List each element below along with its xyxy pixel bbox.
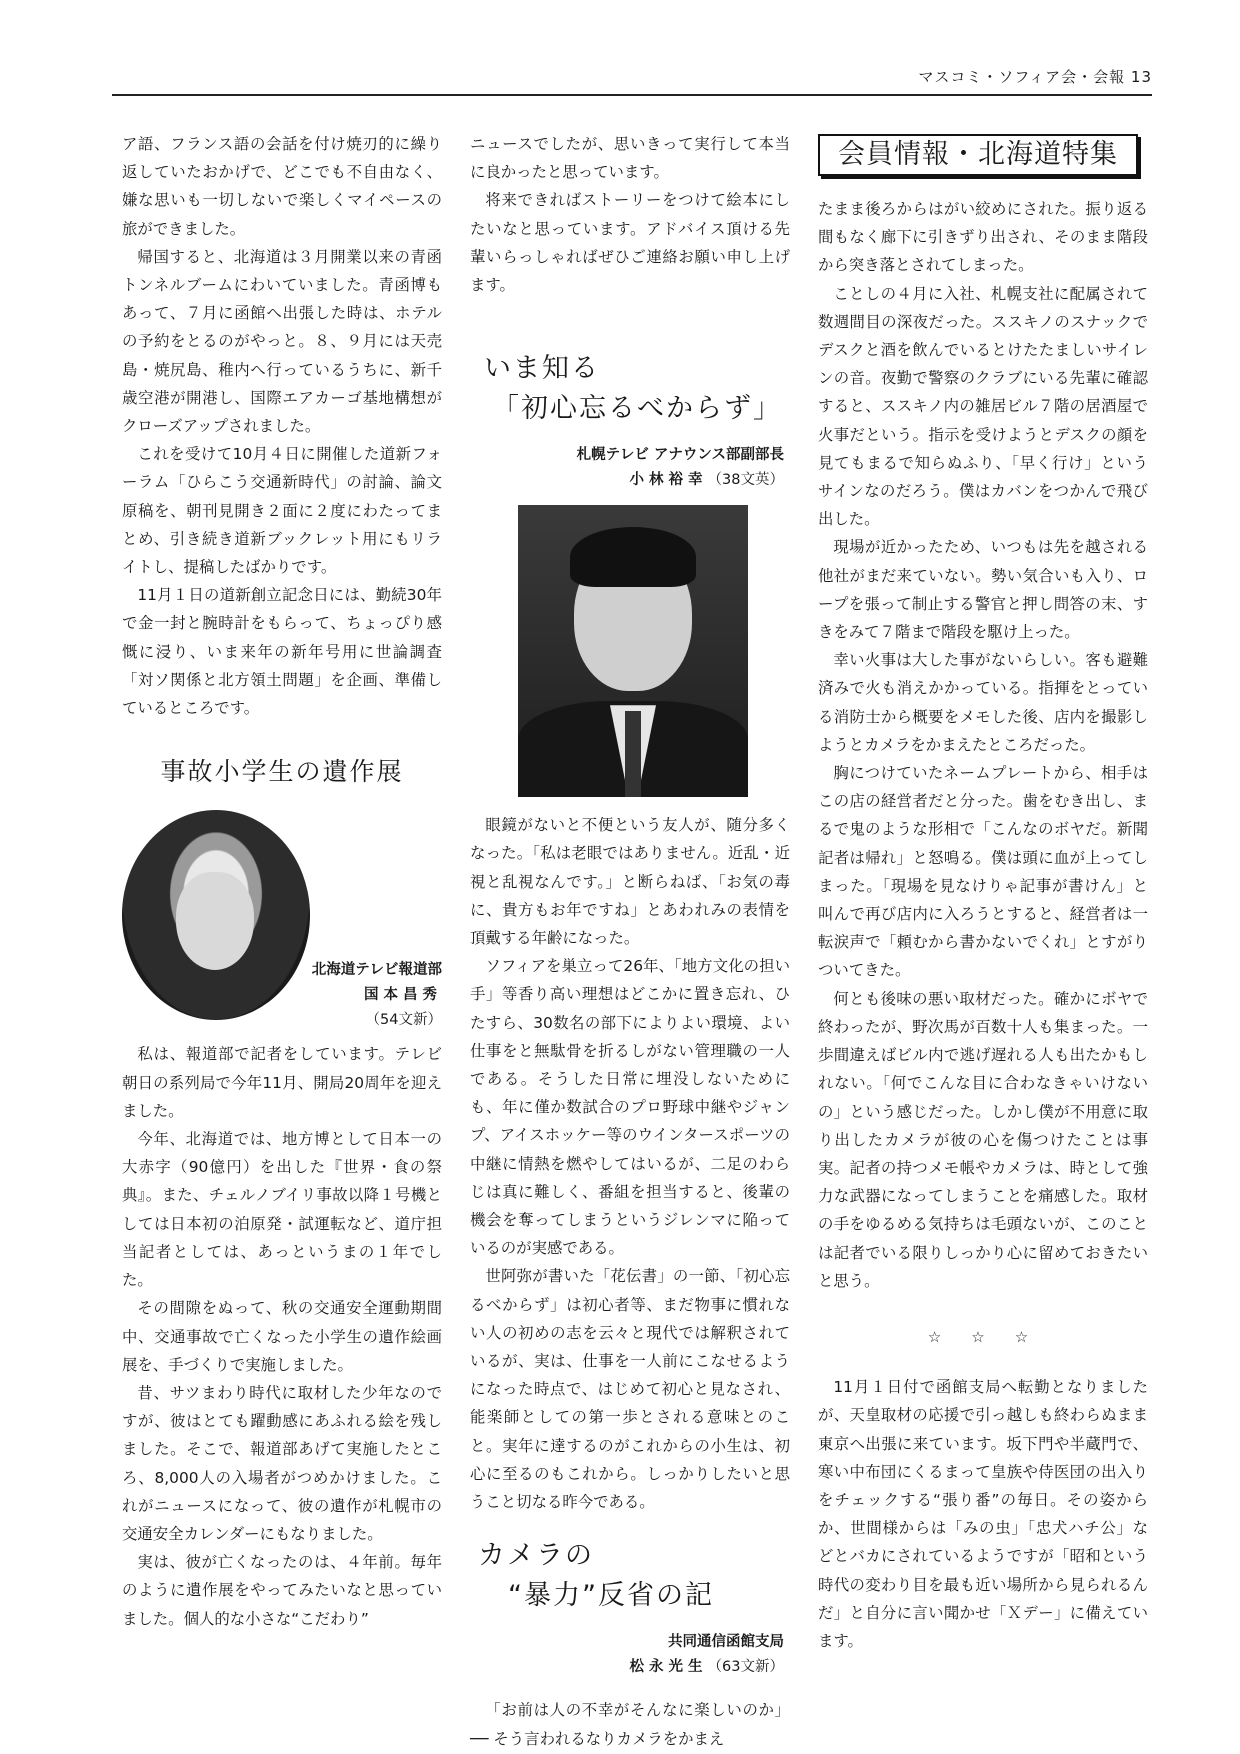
byline-org: 北海道テレビ報道部 — [311, 962, 442, 979]
paragraph: 11月１日の道新創立記念日には、勤続30年で金一封と腕時計をもらって、ちょっぴり感慨に浸り、いま来年の新年号用に世論調査「対ソ関係と北方領土問題」を企画、準備しているところです。 — [122, 586, 442, 718]
article-title-jiko: 事故小学生の遺作展 — [160, 757, 404, 787]
author-photo-block — [122, 810, 442, 1040]
byline-name: 小林裕幸 — [629, 472, 708, 489]
paragraph: 将来できればストーリーをつけて絵本にしたいなと思っています。アドバイス頂ける先輩いらっしゃればぜひご連絡お願い申し上げます。 — [470, 191, 790, 295]
byline-kunimoto — [312, 958, 442, 1033]
paragraph: 私は、報道部で記者をしています。テレビ朝日の系列局で今年11月、開局20周年を迎えました。 — [122, 1045, 442, 1120]
byline-grad: （38文英） — [707, 472, 784, 489]
paragraph: 昔、サツまわり時代に取材した少年なのですが、彼はとても躍動感にあふれる絵を残しました。そこで、報道部あげて実施したところ、8,000人の入場者がつめかけました。これがニュースになって、彼の遺作が札幌市の交通安全カレンダーにもなりました。 — [122, 1383, 442, 1543]
paragraph: たまま後ろからはがい絞めにされた。振り返る間もなく廊下に引きずり出され、そのまま階段から突き落とされてしまった。 — [818, 200, 1148, 275]
paragraph: 幸い火事は大した事がないらしい。客も避難済みで火も消えかかっている。指揮をとっている消防士から概要をメモした後、店内を撮影しようとカメラをかまえたところだった。 — [818, 651, 1148, 754]
column-1 — [122, 130, 442, 1633]
paragraph: ア語、フランス語の会話を付け焼刃的に繰り返していたおかげで、どこでも不自由なく、嫌な思いも一切しないで楽しくマイペースの旅ができました。 — [122, 135, 442, 238]
byline-org: 札幌テレビ アナウンス部副部長 — [576, 447, 784, 464]
paragraph: 「お前は人の不幸がそんなに楽しいのか」── そう言われるなりカメラをかまえ — [470, 1701, 790, 1748]
paragraph: 今年、北海道では、地方博として日本一の大赤字（90億円）を出した『世界・食の祭典』。また、チェルノブイリ事故以降１号機としては日本初の泊原発・試運転など、道庁担当記者としては、あっというまの１年でした。 — [122, 1130, 442, 1290]
page-number: 13 — [1130, 68, 1152, 86]
column-2 — [470, 130, 790, 1753]
paragraph: 帰国すると、北海道は３月開業以来の青函トンネルブームにわいていました。青函博もあって、７月に函館へ出張した時は、ホテルの予約をとるのがやっと。８、９月には天売島・焼尻島、稚内へ行っているうちに、新千歳空港が開港し、国際エアカーゴ基地構想がクローズアップされました。 — [122, 247, 442, 436]
paragraph: 胸につけていたネームプレートから、相手はこの店の経営者だと分った。歯をむき出し、まるで鬼のような形相で「こんなのボヤだ。新聞記者は帰れ」と怒鳴る。僕は頭に血が上ってしまった。「現場を見なけりゃ記事が書けん」と叫んで再び店内に入ろうとすると、経営者は一転涙声で「頼むから書かないでくれ」とすがりついてきた。 — [818, 764, 1148, 980]
feature-title-box: 会員情報・北海道特集 — [818, 134, 1138, 176]
paragraph: ニュースでしたが、思いきって実行して本当に良かったと思っています。 — [470, 135, 790, 182]
article-title-camera: カメラの “暴力”反省の記 — [478, 1540, 714, 1612]
byline-name: 国本昌秀 — [364, 987, 442, 1004]
paragraph: 眼鏡がないと不便という友人が、随分多くなった。「私は老眼ではありません。近乱・近視と乱視なんです。」と断らねば、「お気の毒に、貴方もお年ですね」とあわれみの表情を頂戴する年齢になった。 — [470, 816, 790, 948]
byline-name: 松永光生 — [629, 1659, 708, 1676]
paragraph: 何とも後味の悪い取材だった。確かにボヤで終わったが、野次馬が百数十人も集まった。一歩間違えばビル内で逃げ遅れる人も出たかもしれない。「何でこんな目に合わなきゃいけないの」という感じだった。しかし僕が不用意に取り出したカメラが彼の心を傷つけたことは事実。記者の持つメモ帳やカメラは、時として強力な武器になってしまうことを痛感した。取材の手をゆるめる気持ちは毛頭ないが、このことは記者でいる限りしっかり心に留めておきたいと思う。 — [818, 989, 1148, 1290]
author-photo-kunimoto — [122, 810, 310, 1020]
paragraph: 現場が近かったため、いつもは先を越される他社がまだ来ていない。勢い気合いも入り、ロープを張って制止する警官と押し問答の末、すきをみて７階まで階段を駆け上った。 — [818, 538, 1148, 642]
column-3 — [818, 195, 1148, 1655]
byline-kobayashi — [470, 443, 784, 493]
paragraph: これを受けて10月４日に開催した道新フォーラム「ひらこう交通新時代」の討論、論文原稿を、朝刊見開き２面に２度にわたってまとめ、引き続き道新ブックレット用にもリライトし、提稿したばかりです。 — [122, 445, 442, 577]
paragraph: その間隙をぬって、秋の交通安全運動期間中、交通事故で亡くなった小学生の遺作絵画展を、手づくりで実施しました。 — [122, 1299, 442, 1374]
byline-org: 共同通信函館支局 — [668, 1634, 784, 1651]
running-title: マスコミ・ソフィア会・会報 13 — [918, 68, 1152, 86]
paragraph: ソフィアを巣立って26年、「地方文化の担い手」等香り高い理想はどこかに置き忘れ、ひたすら、30数名の部下によりよい環境、よい仕事をと無駄骨を折るしがない管理職の一人である。そうした日常に埋没しないためにも、年に僅か数試合のプロ野球中継やジャンプ、アイスホッケー等のウインタースポーツの中継に情熱を燃やしてはいるが、二足のわらじは真に難しく、番組を担当すると、後輩の機会を奪ってしまうというジレンマに陥っているのが実感である。 — [470, 957, 790, 1258]
running-header — [112, 60, 1152, 96]
paragraph: 世阿弥が書いた「花伝書」の一節、「初心忘るべからず」は初心者等、まだ物事に慣れない人の初めの志を云々と現代では解釈されているが、実は、仕事を一人前にこなせるようになった時点で、はじめて初心と見なされ、能楽師としての第一歩とされる意味とのこと。実年に達するのがこれからの小生は、初心に至るのもこれから。しっかりしたいと思うこと切なる昨今である。 — [470, 1267, 790, 1512]
byline-matsunaga — [470, 1630, 784, 1680]
paragraph: 実は、彼が亡くなったのは、４年前。毎年のように遺作展をやってみたいなと思っていました。個人的な小さな“こだわり” — [122, 1553, 442, 1628]
author-photo-kobayashi — [518, 505, 748, 797]
section-divider-stars: ☆☆☆ — [927, 1327, 1059, 1346]
article-title-ima: いま知る 「初心忘るべからず」 — [484, 353, 782, 425]
paragraph: ことしの４月に入社、札幌支社に配属されて数週間目の深夜だった。ススキノのスナックでデスクと酒を飲んでいるとけたたましいサイレンの音。夜勤で警察のクラブにいる先輩に確認すると、ススキノ内の雑居ビル７階の居酒屋で火事だという。指示を受けようとデスクの顔を見てもまるで知らぬふり、「早く行け」というサインなのだろう。僕はカバンをつかんで飛び出した。 — [818, 284, 1148, 529]
paragraph: 11月１日付で函館支局へ転勤となりましたが、天皇取材の応援で引っ越しも終わらぬまま東京へ出張に来ています。坂下門や半蔵門で、寒い中布団にくるまって皇族や侍医団の出入りをチェックする“張り番”の毎日。その姿からか、世間様からは「みの虫」「忠犬ハチ公」などとバカにされているようですが「昭和という時代の変わり目を最も近い場所から見られるんだ」と自分に言い聞かせ「Ｘデー」に備えています。 — [818, 1378, 1148, 1650]
byline-grad: （63文新） — [707, 1659, 784, 1676]
byline-grad: （54文新） — [365, 1012, 442, 1029]
